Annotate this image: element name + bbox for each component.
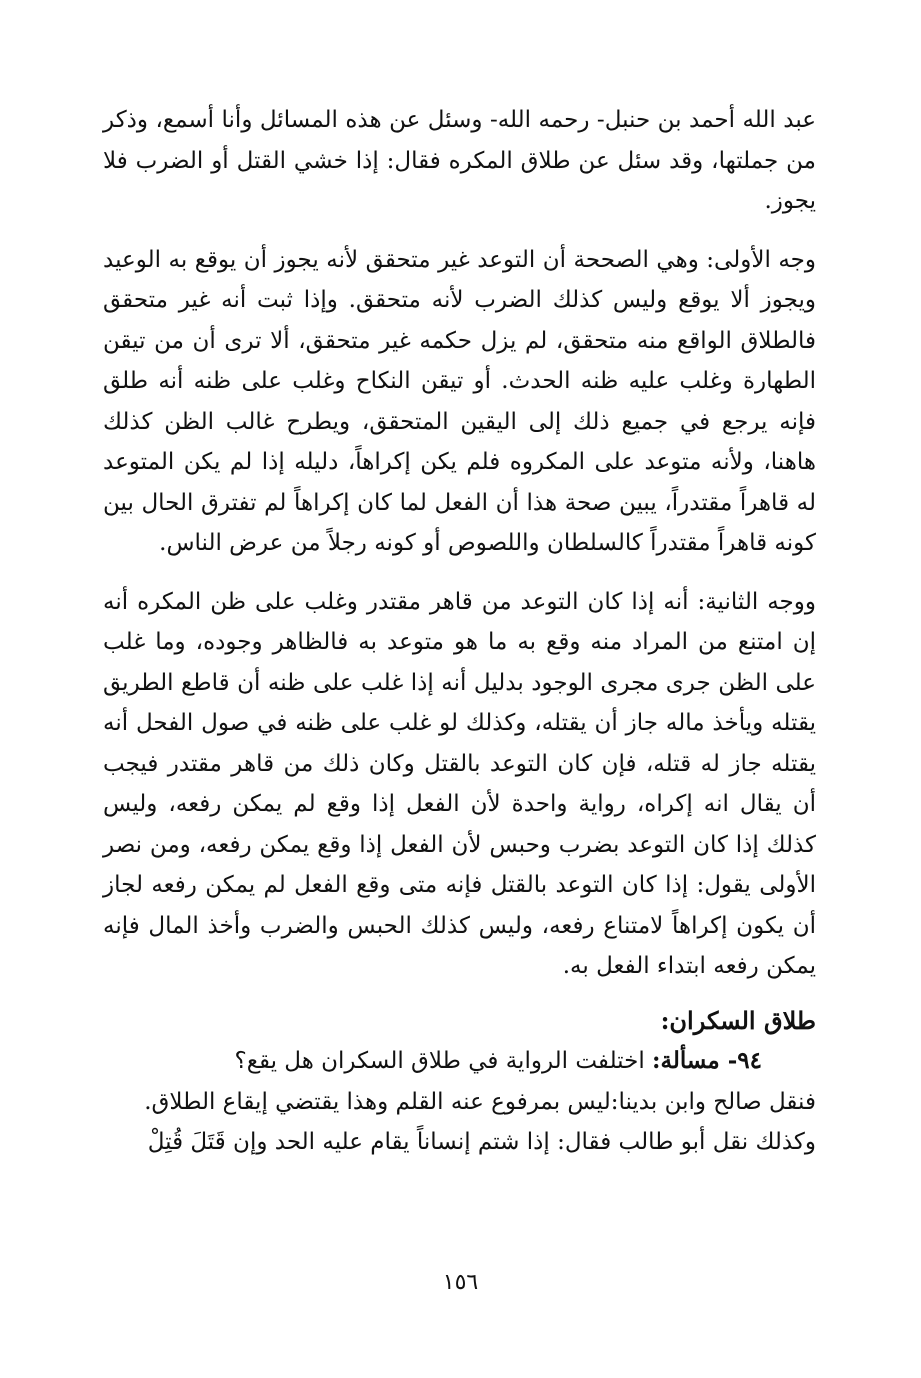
section-heading: طلاق السكران:: [660, 1005, 816, 1035]
masala-line: [103, 1041, 816, 1082]
masala-question: اختلفت الرواية في طلاق السكران هل يقع؟: [234, 1048, 645, 1074]
paragraph-ahmad-quote: عبد الله أحمد بن حنبل- رحمه الله- وسئل عن هذه المسائل وأنا أسمع، وذكر من جملتها، وقد سئل عن طلاق المكره فقال: إذا خشي القتل أو الضرب فلا يجوز.: [103, 107, 816, 214]
closing-line-2: وكذلك نقل أبو طالب فقال: إذا شتم إنساناً يقام عليه الحد وإن قَتَلَ قُتِلْ: [147, 1129, 816, 1155]
masala-number: ٩٤- مسألة:: [652, 1047, 762, 1074]
paragraph-first-view: وجه الأولى: وهي الصححة أن التوعد غير متحقق لأنه يجوز أن يوقع به الوعيد ويجوز ألا يوقع وليس كذلك الضرب لأنه متحقق. وإذا ثبت أنه غير متحقق فالطلاق الواقع منه متحقق، لم يزل حكمه غير متحقق، ألا ترى أن من تيقن الطهارة وغلب عليه ظنه الحدث. أو تيقن النكاح وغلب على ظنه أنه طلق فإنه يرجع في جميع ذلك إلى اليقين المتحقق، ويطرح غالب الظن كذلك هاهنا، ولأنه متوعد على المكروه فلم يكن إكراهاً، دليله إذا لم يكن المتوعد له قاهراً مقتدراً، يبين صحة هذا أن الفعل لما كان إكراهاً لم تفترق الحال بين كونه قاهراً مقتدراً كالسلطان واللصوص أو كونه رجلاً من عرض الناس.: [103, 246, 816, 556]
page-number: ١٥٦: [442, 1270, 479, 1295]
page-body: [103, 100, 816, 1163]
closing-line-1: فنقل صالح وابن بدينا:ليس بمرفوع عنه القلم وهذا يقتضي إيقاع الطلاق.: [144, 1088, 816, 1115]
paragraph-second-view: ووجه الثانية: أنه إذا كان التوعد من قاهر مقتدر وغلب على ظن المكره أنه إن امتنع من المراد منه وقع به ما هو متوعد به فالظاهر وجوده، وما غلب على الظن جرى مجرى الوجود بدليل أنه إذا غلب على ظنه أن قاطع الطريق يقتله ويأخذ ماله جاز أن يقتله، وكذلك لو غلب على ظنه في صول الفحل أنه يقتله جاز له قتله، فإن كان التوعد بالقتل وكان ذلك من قاهر مقتدر فيجب أن يقال انه إكراه، رواية واحدة لأن الفعل إذا وقع لم يمكن رفعه، وليس كذلك إذا كان التوعد بضرب وحبس لأن الفعل إذا وقع يمكن رفعه، ومن نصر الأولى يقول: إذا كان التوعد بالقتل فإنه متى وقع الفعل لم يمكن رفعه لجاز أن يكون إكراهاً لامتناع رفعه، وليس كذلك الحبس والضرب وأخذ المال فإنه يمكن رفعه ابتداء الفعل به.: [103, 588, 816, 979]
